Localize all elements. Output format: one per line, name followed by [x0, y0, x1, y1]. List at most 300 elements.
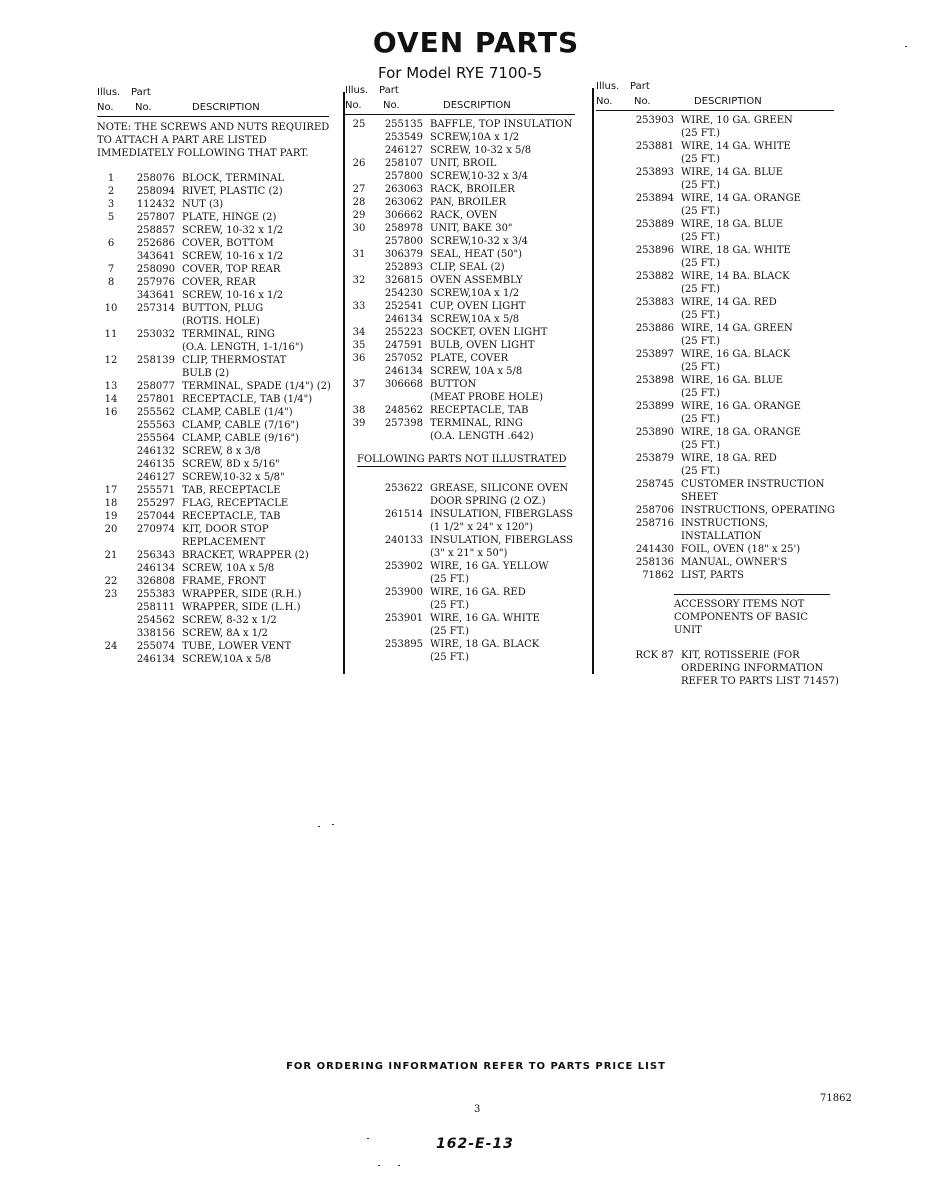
part-description: SOCKET, OVEN LIGHT [430, 327, 548, 338]
illus-number [596, 231, 624, 244]
part-number: 263063 [384, 184, 423, 195]
part-row [97, 458, 329, 471]
part-description: GREASE, SILICONE OVEN [430, 483, 569, 494]
part-description: SCREW,10-32 x 3/4 [430, 236, 528, 247]
accessory-note-line: COMPONENTS OF BASIC UNIT [674, 612, 808, 636]
part-number: 254230 [384, 288, 423, 299]
illus-number [596, 192, 624, 205]
part-description: (25 FT.) [681, 284, 721, 295]
part-number: 255223 [384, 327, 423, 338]
part-row [97, 406, 329, 419]
illus-number [345, 430, 373, 443]
part-description: CUSTOMER INSTRUCTION [681, 479, 825, 490]
part-row [596, 662, 834, 675]
part-number: 263062 [384, 197, 423, 208]
parts-list [345, 118, 575, 443]
part-row [596, 491, 834, 504]
part-row [345, 326, 575, 339]
part-number: 253902 [384, 561, 423, 572]
part-number [373, 430, 430, 443]
illus-number [345, 521, 373, 534]
part-row [596, 543, 834, 556]
part-number: 253896 [635, 245, 674, 256]
illus-number [596, 335, 624, 348]
illus-number [596, 127, 624, 140]
part-description: CLIP, THERMOSTAT [182, 355, 287, 366]
part-description: LIST, PARTS [681, 570, 744, 581]
part-row [596, 348, 834, 361]
illus-number [345, 638, 373, 651]
part-row [97, 354, 329, 367]
part-description: CLAMP, CABLE (7/16") [182, 420, 300, 431]
part-description: WIRE, 16 GA. BLACK [681, 349, 791, 360]
part-row [596, 478, 834, 491]
illus-number: 22 [104, 576, 118, 587]
illus-number [596, 491, 624, 504]
part-row [345, 339, 575, 352]
part-number [373, 495, 430, 508]
part-description: WIRE, 18 GA. RED [681, 453, 777, 464]
accessory-note [674, 594, 830, 637]
illus-number: 19 [104, 511, 118, 522]
part-number: 258706 [635, 505, 674, 516]
part-row [596, 517, 834, 530]
illus-number: 3 [107, 199, 115, 210]
part-row [97, 575, 329, 588]
part-row [97, 185, 329, 198]
part-description: SHEET [681, 492, 718, 503]
part-description: (25 FT.) [681, 258, 721, 269]
illus-number [345, 612, 373, 625]
part-row [97, 562, 329, 575]
part-description: SCREW,10A x 5/8 [182, 654, 272, 665]
illus-number: 21 [104, 550, 118, 561]
illus-number [345, 365, 373, 378]
part-description: BRACKET, WRAPPER (2) [182, 550, 309, 561]
illus-number [345, 482, 373, 495]
handwritten-code: 162-E-13 [436, 1136, 514, 1152]
header-part-no: No. [383, 100, 400, 111]
part-row [97, 263, 329, 276]
column-header [345, 84, 575, 115]
part-number: 255383 [136, 589, 175, 600]
part-number: 257801 [136, 394, 175, 405]
part-row [596, 426, 834, 439]
illus-number [345, 131, 373, 144]
part-description: WIRE, 14 BA. BLACK [681, 271, 790, 282]
illus-number [97, 419, 125, 432]
part-description: RIVET, PLASTIC (2) [182, 186, 283, 197]
header-illus-no: No. [97, 102, 114, 113]
part-number: 258094 [136, 186, 175, 197]
illus-number [596, 322, 624, 335]
illus-number [97, 471, 125, 484]
model-subtitle: For Model RYE 7100-5 [377, 64, 542, 82]
illus-number [596, 452, 624, 465]
illus-number [97, 432, 125, 445]
part-number: 258107 [384, 158, 423, 169]
part-description: (25 FT.) [681, 154, 721, 165]
part-row [345, 547, 575, 560]
part-description: WIRE, 18 GA. BLUE [681, 219, 784, 230]
part-description: (25 FT.) [681, 466, 721, 477]
scan-speck [378, 1165, 380, 1166]
part-description: ORDERING INFORMATION [681, 663, 824, 674]
part-description: UNIT, BROIL [430, 158, 497, 169]
part-row [345, 118, 575, 131]
part-number: 253893 [635, 167, 674, 178]
illus-number: 2 [107, 186, 115, 197]
part-description: (25 FT.) [681, 232, 721, 243]
part-description: (MEAT PROBE HOLE) [430, 392, 544, 403]
part-number [624, 205, 681, 218]
part-number [125, 536, 182, 549]
part-description: WIRE, 18 GA. WHITE [681, 245, 791, 256]
part-number: 306662 [384, 210, 423, 221]
part-description: (O.A. LENGTH .642) [430, 431, 534, 442]
note-line: IMMEDIATELY FOLLOWING THAT PART. [97, 148, 309, 159]
part-row [345, 157, 575, 170]
part-description: SCREW, 8 x 3/8 [182, 446, 261, 457]
part-number: 253901 [384, 613, 423, 624]
part-row [345, 313, 575, 326]
part-description: COVER, BOTTOM [182, 238, 274, 249]
part-description: SEAL, HEAT (50") [430, 249, 523, 260]
part-description: (25 FT.) [681, 180, 721, 191]
part-row [345, 651, 575, 664]
part-description: DOOR SPRING (2 OZ.) [430, 496, 546, 507]
part-number: 253899 [635, 401, 674, 412]
illus-number [345, 287, 373, 300]
part-row [345, 170, 575, 183]
illus-number [97, 627, 125, 640]
part-row [345, 586, 575, 599]
illus-number [345, 391, 373, 404]
part-description: INSTRUCTIONS, [681, 518, 769, 529]
part-description: CLAMP, CABLE (9/16") [182, 433, 300, 444]
illus-number [345, 144, 373, 157]
part-number: RCK 87 [635, 650, 674, 661]
part-row [345, 378, 575, 391]
part-description: BULB (2) [182, 368, 230, 379]
part-description: WRAPPER, SIDE (L.H.) [182, 602, 301, 613]
part-number [624, 361, 681, 374]
part-row [345, 365, 575, 378]
part-row [345, 183, 575, 196]
part-row [97, 484, 329, 497]
part-row [97, 367, 329, 380]
part-row [345, 521, 575, 534]
part-description: NUT (3) [182, 199, 224, 210]
part-number: 257807 [136, 212, 175, 223]
illus-number: 38 [352, 405, 366, 416]
part-description: INSULATION, FIBERGLASS [430, 535, 574, 546]
part-row [97, 471, 329, 484]
part-number: 253879 [635, 453, 674, 464]
part-number: 240133 [384, 535, 423, 546]
parts-list [596, 114, 834, 582]
part-description: CUP, OVEN LIGHT [430, 301, 526, 312]
illus-number [345, 560, 373, 573]
illus-number: 11 [104, 329, 118, 340]
part-number: 306668 [384, 379, 423, 390]
part-row [97, 224, 329, 237]
illus-number [596, 179, 624, 192]
note-line: TO ATTACH A PART ARE LISTED [97, 135, 267, 146]
part-number: 257800 [384, 236, 423, 247]
part-number: 253032 [136, 329, 175, 340]
illus-number [596, 478, 624, 491]
part-row [596, 530, 834, 543]
illus-number [596, 205, 624, 218]
part-description: PLATE, COVER [430, 353, 509, 364]
part-number [125, 367, 182, 380]
part-description: SCREW, 8-32 x 1/2 [182, 615, 277, 626]
illus-number [345, 235, 373, 248]
part-description: BUTTON, PLUG [182, 303, 264, 314]
part-number: 253890 [635, 427, 674, 438]
part-row [596, 166, 834, 179]
page-title: OVEN PARTS [372, 26, 580, 59]
part-description: WIRE, 14 GA. GREEN [681, 323, 793, 334]
part-number: 252541 [384, 301, 423, 312]
part-description: BLOCK, TERMINAL [182, 173, 284, 184]
part-row [97, 250, 329, 263]
part-description: SCREW, 8D x 5/16" [182, 459, 280, 470]
parts-column-1 [97, 86, 329, 666]
illus-number [345, 547, 373, 560]
part-row [596, 400, 834, 413]
part-row [345, 196, 575, 209]
part-number [373, 573, 430, 586]
part-row [97, 419, 329, 432]
illus-number [596, 153, 624, 166]
illus-number [596, 283, 624, 296]
illus-number: 23 [104, 589, 118, 600]
part-description: KIT, DOOR STOP [182, 524, 269, 535]
part-row [345, 417, 575, 430]
part-row [97, 640, 329, 653]
illus-number [345, 170, 373, 183]
part-row [97, 601, 329, 614]
part-description: SCREW,10A x 1/2 [430, 288, 520, 299]
header-description: DESCRIPTION [192, 102, 260, 113]
part-row [97, 211, 329, 224]
illus-number [97, 601, 125, 614]
part-row [596, 361, 834, 374]
illus-number [596, 348, 624, 361]
illus-number [596, 465, 624, 478]
illus-number [596, 244, 624, 257]
part-description: KIT, ROTISSERIE (FOR [681, 650, 800, 661]
part-row [97, 393, 329, 406]
part-description: TUBE, LOWER VENT [182, 641, 292, 652]
illus-number: 30 [352, 223, 366, 234]
part-number: 338156 [136, 628, 175, 639]
part-number: 253894 [635, 193, 674, 204]
part-row [596, 244, 834, 257]
part-number [125, 341, 182, 354]
illus-number: 12 [104, 355, 118, 366]
part-number: 246127 [136, 472, 175, 483]
part-row [345, 352, 575, 365]
part-description: (25 FT.) [681, 206, 721, 217]
illus-number [97, 367, 125, 380]
part-number: 254562 [136, 615, 175, 626]
part-description: (25 FT.) [681, 362, 721, 373]
page-number: 3 [474, 1104, 481, 1115]
illus-number [97, 341, 125, 354]
part-row [345, 638, 575, 651]
illus-number [97, 445, 125, 458]
part-row [345, 599, 575, 612]
part-row [97, 432, 329, 445]
illus-number [97, 536, 125, 549]
header-illus: Illus. [97, 87, 121, 98]
part-number: 246134 [136, 654, 175, 665]
part-number: 343641 [136, 251, 175, 262]
part-description: PAN, BROILER [430, 197, 506, 208]
part-number: 246132 [136, 446, 175, 457]
part-number: 258857 [136, 225, 175, 236]
part-description: REPLACEMENT [182, 537, 266, 548]
part-row [345, 261, 575, 274]
illus-number [596, 270, 624, 283]
part-number: 112432 [136, 199, 175, 210]
part-row [596, 675, 839, 688]
part-description: SCREW,10-32 x 3/4 [430, 171, 528, 182]
part-number: 258978 [384, 223, 423, 234]
part-description: TERMINAL, RING [430, 418, 523, 429]
document-number: 71862 [820, 1093, 852, 1104]
part-description: (25 FT.) [681, 128, 721, 139]
scan-speck [332, 824, 334, 825]
part-description: BAFFLE, TOP INSULATION [430, 119, 573, 130]
part-number [624, 439, 681, 452]
part-description: BUTTON [430, 379, 477, 390]
part-number: 246135 [136, 459, 175, 470]
part-row [345, 430, 575, 443]
illus-number [345, 651, 373, 664]
part-number: 253881 [635, 141, 674, 152]
part-description: FRAME, FRONT [182, 576, 266, 587]
part-row [97, 497, 329, 510]
part-number [373, 651, 430, 664]
header-description: DESCRIPTION [694, 96, 762, 107]
part-description: (25 FT.) [681, 388, 721, 399]
part-description: FLAG, RECEPTACLE [182, 498, 289, 509]
part-description: PLATE, HINGE (2) [182, 212, 277, 223]
part-number [624, 283, 681, 296]
illus-number: 39 [352, 418, 366, 429]
illus-number [345, 573, 373, 586]
part-number: 258745 [635, 479, 674, 490]
parts-column-3 [596, 80, 839, 688]
part-number [373, 625, 430, 638]
part-row [596, 374, 834, 387]
part-description: (25 FT.) [430, 652, 470, 663]
illus-number: 28 [352, 197, 366, 208]
part-row [345, 508, 575, 521]
part-description: (25 FT.) [430, 574, 470, 585]
part-number: 255297 [136, 498, 175, 509]
part-row [345, 573, 575, 586]
part-number: 253898 [635, 375, 674, 386]
illus-number [596, 361, 624, 374]
part-description: WIRE, 14 GA. RED [681, 297, 777, 308]
illus-number: 29 [352, 210, 366, 221]
illus-number [596, 374, 624, 387]
part-description: INSTRUCTIONS, OPERATING [681, 505, 836, 516]
part-number [624, 231, 681, 244]
part-row [97, 341, 329, 354]
part-description: WIRE, 16 GA. RED [430, 587, 526, 598]
part-number: 258716 [635, 518, 674, 529]
illus-number [596, 218, 624, 231]
part-number: 252893 [384, 262, 423, 273]
header-part: Part [630, 81, 650, 92]
part-description: SCREW, 8A x 1/2 [182, 628, 268, 639]
part-row [596, 452, 834, 465]
part-description: CLIP, SEAL (2) [430, 262, 505, 273]
part-description: WIRE, 14 GA. WHITE [681, 141, 791, 152]
illus-number: 24 [104, 641, 118, 652]
part-number: 326815 [384, 275, 423, 286]
part-row [596, 231, 834, 244]
illus-number [345, 508, 373, 521]
part-description: REFER TO PARTS LIST 71457) [681, 676, 839, 687]
part-description: (1 1/2" x 24" x 120") [430, 522, 534, 533]
part-number: 255563 [136, 420, 175, 431]
part-description: WIRE, 18 GA. BLACK [430, 639, 540, 650]
part-number: 257398 [384, 418, 423, 429]
part-row [97, 614, 329, 627]
header-illus-no: No. [596, 96, 613, 107]
header-part: Part [131, 87, 151, 98]
part-description: SCREW, 10A x 5/8 [430, 366, 523, 377]
illus-number [596, 556, 624, 569]
part-description: TERMINAL, RING [182, 329, 275, 340]
part-number: 246134 [136, 563, 175, 574]
illus-number [345, 261, 373, 274]
part-number [624, 413, 681, 426]
part-description: SCREW, 10-16 x 1/2 [182, 290, 284, 301]
header-illus: Illus. [345, 85, 369, 96]
part-row [596, 179, 834, 192]
part-row [345, 274, 575, 287]
part-number: 253883 [635, 297, 674, 308]
part-description: WIRE, 10 GA. GREEN [681, 115, 793, 126]
illus-number: 20 [104, 524, 118, 535]
part-description: WIRE, 14 GA. BLUE [681, 167, 784, 178]
part-description: MANUAL, OWNER'S [681, 557, 788, 568]
part-row [345, 560, 575, 573]
part-row [97, 627, 329, 640]
part-number [624, 530, 681, 543]
illus-number [596, 569, 624, 582]
part-number: 253903 [635, 115, 674, 126]
illus-number: 33 [352, 301, 366, 312]
part-row [97, 315, 329, 328]
part-row [345, 300, 575, 313]
illus-number [97, 224, 125, 237]
part-row [345, 222, 575, 235]
illus-number: 16 [104, 407, 118, 418]
part-description: (3" x 21" x 50") [430, 548, 508, 559]
part-row [97, 445, 329, 458]
part-row [596, 387, 834, 400]
part-description: UNIT, BAKE 30" [430, 223, 513, 234]
